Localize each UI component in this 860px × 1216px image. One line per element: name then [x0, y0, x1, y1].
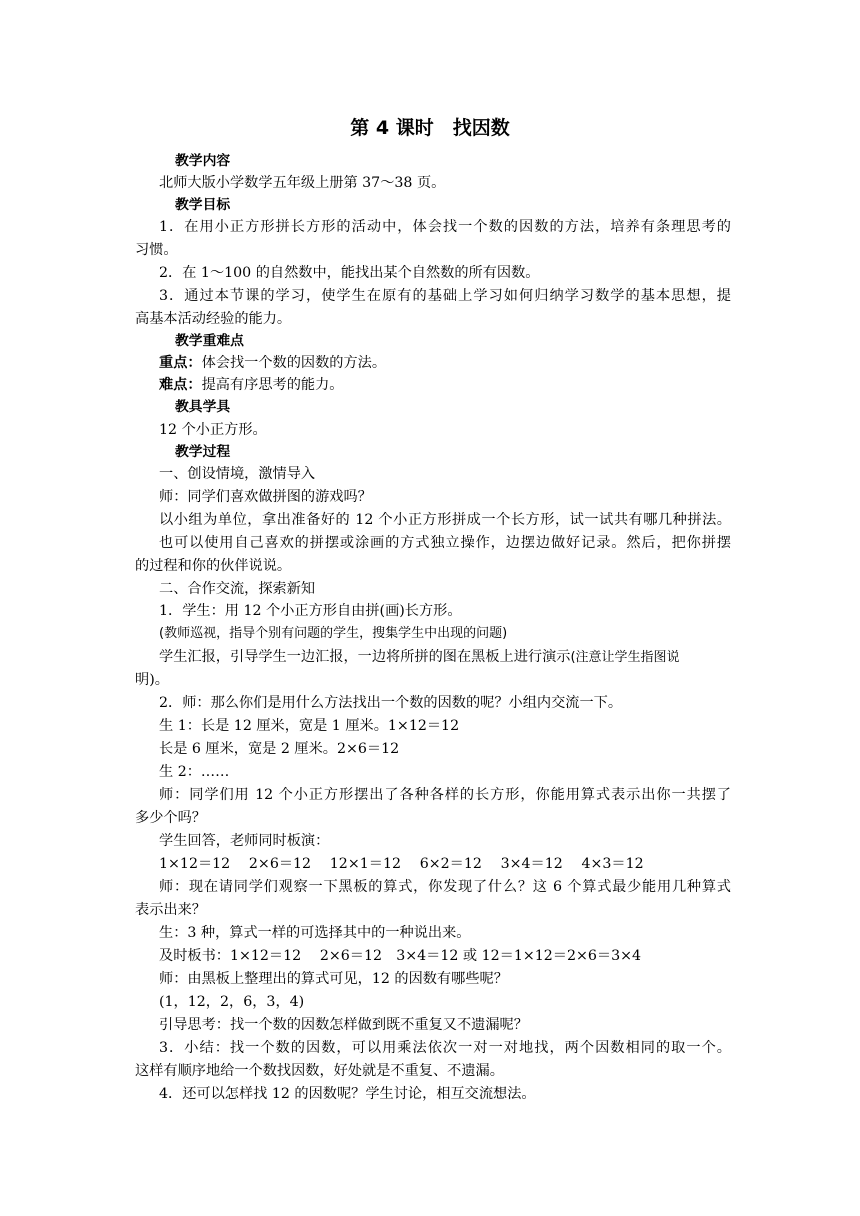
- paragraph: 师：现在请同学们观察一下黑板的算式，你发现了什么？这 6 个算式最少能用几种算式: [159, 879, 731, 895]
- equation-list: 及时板书：1×12＝12 2×6＝12 3×4＝12 或 12＝1×12＝2×6＝3×4: [159, 948, 642, 964]
- difficulty-text: 提高有序思考的能力。: [201, 377, 344, 393]
- lesson-title: 第 4 课时 找因数: [350, 117, 510, 139]
- paragraph: 2．在 1～100 的自然数中，能找出某个自然数的所有因数。: [159, 265, 540, 281]
- difficulty-label: 难点：: [159, 377, 202, 393]
- heading-objectives: 教学目标: [175, 197, 231, 213]
- paragraph: 学生回答，老师同时板演：: [159, 833, 330, 849]
- paragraph: 的过程和你的伙伴说说。: [135, 558, 292, 574]
- heading-materials: 教具学具: [175, 399, 231, 415]
- paragraph: 1．学生：用 12 个小正方形自由拼(画)长方形。: [159, 603, 462, 619]
- teacher-note: (教师巡视，指导个别有问题的学生，搜集学生中出现的问题): [159, 626, 508, 641]
- paragraph: 明)。: [135, 672, 169, 688]
- paragraph: 4．还可以怎样找 12 的因数呢？学生讨论，相互交流想法。: [159, 1086, 536, 1102]
- paragraph: 生 2：……: [159, 764, 230, 780]
- paragraph: 二、合作交流，探索新知: [159, 581, 316, 597]
- paragraph: 北师大版小学数学五年级上册第 37～38 页。: [159, 175, 446, 191]
- key-point-line: [135, 352, 731, 374]
- key-point-text: 体会找一个数的因数的方法。: [201, 355, 387, 371]
- paragraph: 师：由黑板上整理出的算式可见，12 的因数有哪些呢？: [159, 971, 508, 987]
- paragraph: 高基本活动经验的能力。: [135, 311, 292, 327]
- paragraph: 长是 6 厘米，宽是 2 厘米。2×6＝12: [159, 741, 400, 757]
- heading-process: 教学过程: [175, 444, 231, 460]
- paragraph: 表示出来？: [135, 902, 206, 918]
- paragraph: 2．师：那么你们是用什么方法找出一个数的因数的呢？小组内交流一下。: [159, 695, 623, 711]
- heading-key-points: 教学重难点: [175, 333, 244, 349]
- paragraph: 3．通过本节课的学习，使学生在原有的基础上学习如何归纳学习数学的基本思想，提: [159, 288, 731, 304]
- difficulty-line: [135, 374, 731, 396]
- paragraph: 1．在用小正方形拼长方形的活动中，体会找一个数的因数的方法，培养有条理思考的: [159, 219, 731, 235]
- paragraph: 一、创设情境，激情导入: [159, 466, 316, 482]
- paragraph: 以小组为单位，拿出准备好的 12 个小正方形拼成一个长方形，试一试共有哪几种拼法。: [159, 512, 731, 528]
- equation-list: 1×12＝12 2×6＝12 12×1＝12 6×2＝12 3×4＝12 4×3＝12: [159, 856, 644, 872]
- paragraph-with-note: [135, 646, 731, 668]
- paragraph: 师：同学们喜欢做拼图的游戏吗？: [159, 489, 372, 505]
- paragraph: 引导思考：找一个数的因数怎样做到既不重复又不遗漏呢？: [159, 1017, 528, 1033]
- key-point-label: 重点：: [159, 355, 202, 371]
- paragraph: 这样有顺序地给一个数找因数，好处就是不重复、不遗漏。: [135, 1063, 504, 1079]
- inline-note: (注意让学生指图说: [570, 650, 680, 665]
- paragraph: 也可以使用自己喜欢的拼摆或涂画的方式独立操作，边摆边做好记录。然后，把你拼摆: [159, 535, 731, 551]
- paragraph-text: 学生汇报，引导学生一边汇报，一边将所拼的图在黑板上进行演示: [159, 649, 571, 665]
- paragraph: 多少个吗？: [135, 810, 206, 826]
- heading-content: 教学内容: [175, 153, 231, 169]
- paragraph: 3．小结：找一个数的因数，可以用乘法依次一对一对地找，两个因数相同的取一个。: [159, 1040, 731, 1056]
- paragraph: 12 个小正方形。: [159, 422, 267, 438]
- factor-list: (1，12，2，6，3，4): [159, 994, 305, 1010]
- paragraph: 习惯。: [135, 242, 178, 258]
- paragraph: 师：同学们用 12 个小正方形摆出了各种各样的长方形，你能用算式表示出你一共摆了: [159, 787, 731, 803]
- paragraph: 生 1：长是 12 厘米，宽是 1 厘米。1×12＝12: [159, 718, 460, 734]
- paragraph: 生：3 种，算式一样的可选择其中的一种说出来。: [159, 925, 471, 941]
